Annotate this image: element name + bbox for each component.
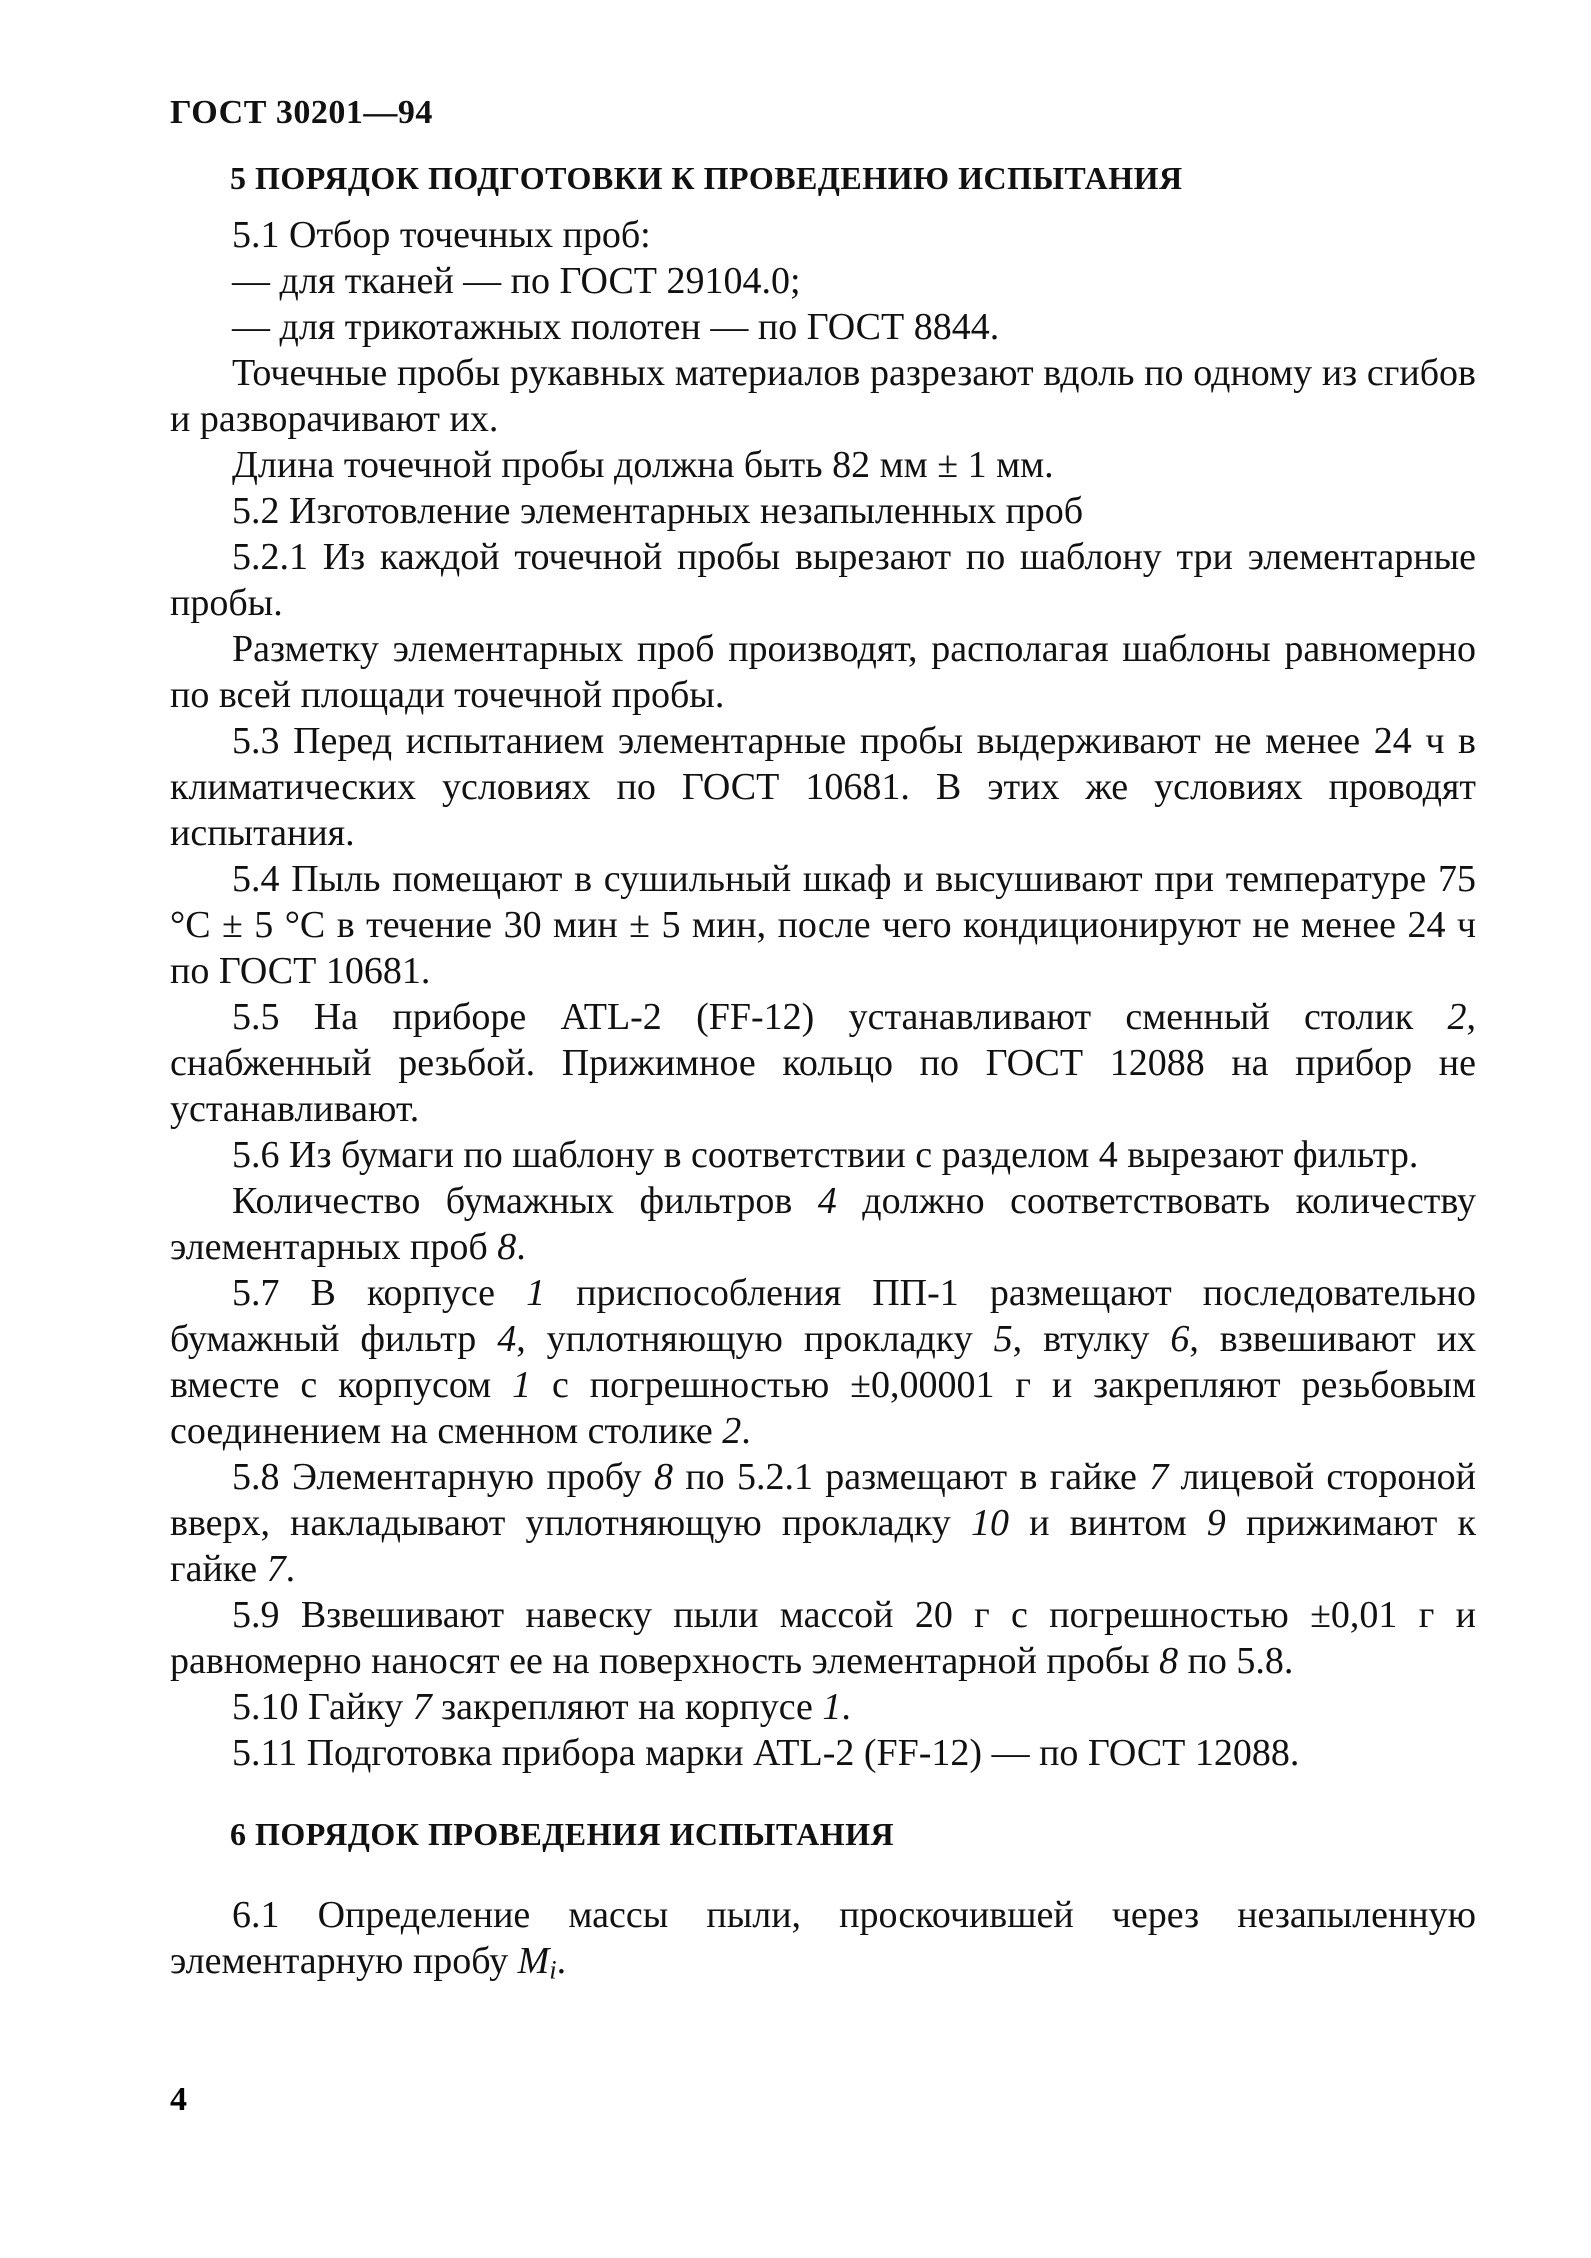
mass-subscript: i	[549, 1954, 557, 1985]
figure-reference: 8	[497, 1226, 517, 1268]
figure-reference: 1	[512, 1364, 532, 1406]
section-5-paragraph	[170, 994, 1476, 1132]
paragraph-text: прижимают к гайке	[170, 1502, 1476, 1590]
section-5-heading: 5 ПОРЯДОК ПОДГОТОВКИ К ПРОВЕДЕНИЮ ИСПЫТАНИЯ	[230, 160, 1183, 196]
document-code-header: ГОСТ 30201—94	[170, 94, 433, 131]
paragraph-text: .	[516, 1226, 526, 1268]
paragraph-6-1-end: .	[556, 1940, 567, 1982]
paragraph-text: — для трикотажных полотен — по ГОСТ 8844.	[232, 306, 1000, 348]
paragraph-text: 5.11 Подготовка прибора марки ATL-2 (FF-12) — по ГОСТ 12088.	[232, 1732, 1300, 1774]
section-5-paragraph	[170, 442, 1476, 488]
figure-reference: 9	[1206, 1502, 1226, 1544]
paragraph-text: Точечные пробы рукавных материалов разрезают вдоль по одному из сгибов и разворачивают их.	[170, 352, 1476, 440]
figure-reference: 7	[266, 1548, 286, 1590]
paragraph-text: 5.1 Отбор точечных проб:	[232, 214, 651, 256]
section-5-paragraph	[170, 718, 1476, 856]
paragraph-text: и винтом	[1008, 1502, 1207, 1544]
section-5-paragraph	[170, 1132, 1476, 1178]
figure-reference: 8	[1159, 1640, 1179, 1682]
paragraph-text: 5.6 Из бумаги по шаблону в соответствии с разделом 4 вырезают фильтр.	[232, 1134, 1419, 1176]
section-5-paragraph	[170, 1454, 1476, 1592]
paragraph-text: 5.3 Перед испытанием элементарные пробы выдерживают не менее 24 ч в климатических условиях по ГОСТ 10681. В этих же условиях проводят испытания.	[170, 720, 1476, 854]
paragraph-text: 5.2 Изготовление элементарных незапыленных проб	[232, 490, 1084, 532]
section-5-paragraph	[170, 626, 1476, 718]
section-5-paragraph	[170, 1270, 1476, 1454]
paragraph-text: должно соответствовать количеству элементарных проб	[170, 1180, 1476, 1268]
section-5-paragraph	[170, 1592, 1476, 1684]
paragraph-text: с погрешностью ±0,00001 г и закрепляют резьбовым соединением на сменном столике	[170, 1364, 1476, 1452]
paragraph-text: приспособления ПП-1 размещают последовательно бумажный фильтр	[170, 1272, 1476, 1360]
figure-reference: 7	[412, 1686, 432, 1728]
section-5-paragraph	[170, 1730, 1476, 1776]
paragraph-text: .	[841, 1686, 851, 1728]
paragraph-text: , уплотняющую прокладку	[516, 1318, 994, 1360]
section-5-paragraph	[170, 856, 1476, 994]
figure-reference: 6	[1170, 1318, 1190, 1360]
figure-reference: 8	[654, 1456, 673, 1498]
figure-reference: 2	[1447, 996, 1467, 1038]
section-6-heading: 6 ПОРЯДОК ПРОВЕДЕНИЯ ИСПЫТАНИЯ	[230, 1816, 895, 1852]
figure-reference: 4	[817, 1180, 837, 1222]
paragraph-text: лицевой стороной вверх, накладывают уплотняющую прокладку	[170, 1456, 1477, 1544]
paragraph-text: закрепляют на корпусе	[431, 1686, 823, 1728]
paragraph-text: — для тканей — по ГОСТ 29104.0;	[232, 260, 801, 302]
paragraph-text: .	[741, 1410, 751, 1452]
paragraph-text: 5.10 Гайку	[232, 1686, 413, 1728]
page-number: 4	[170, 2081, 187, 2118]
paragraph-text: 5.4 Пыль помещают в сушильный шкаф и высушивают при температуре 75 °С ± 5 °С в течение 30 мин ± 5 мин, после чего кондиционируют не менее 24 ч по ГОСТ 10681.	[170, 858, 1476, 992]
figure-reference: 2	[722, 1410, 742, 1452]
paragraph-text: 5.8 Элементарную пробу	[232, 1456, 654, 1498]
figure-reference: 5	[993, 1318, 1013, 1360]
section-5-paragraph	[170, 1178, 1476, 1270]
section-5-paragraph	[170, 304, 1476, 350]
paragraph-6-1	[170, 1892, 1476, 1992]
paragraph-6-1-text: 6.1 Определение массы пыли, проскочившей через незапыленную элементарную пробу	[170, 1894, 1476, 1982]
section-5-paragraph	[170, 350, 1476, 442]
paragraph-text: 5.5 На приборе ATL-2 (FF-12) устанавливают сменный столик	[232, 996, 1448, 1038]
paragraph-text: , втулку	[1012, 1318, 1171, 1360]
paragraph-text: 5.2.1 Из каждой точечной пробы вырезают по шаблону три элементарные пробы.	[170, 536, 1476, 624]
paragraph-text: по 5.2.1 размещают в гайке	[673, 1456, 1150, 1498]
figure-reference: 1	[822, 1686, 842, 1728]
section-5-paragraph	[170, 212, 1476, 258]
paragraph-text: по 5.8.	[1178, 1640, 1294, 1682]
section-5-body	[170, 212, 1476, 1776]
section-5-paragraph	[170, 534, 1476, 626]
figure-reference: 1	[526, 1272, 546, 1314]
paragraph-text: 5.7 В корпусе	[232, 1272, 527, 1314]
paragraph-text: Длина точечной пробы должна быть 82 мм ± 1 мм.	[232, 444, 1054, 486]
paragraph-text: 5.9 Взвешивают навеску пыли массой 20 г с погрешностью ±0,01 г и равномерно наносят ее на поверхность элементарной пробы	[170, 1594, 1476, 1682]
section-5-paragraph	[170, 258, 1476, 304]
paragraph-text: , снабженный резьбой. Прижимное кольцо по ГОСТ 12088 на прибор не устанавливают.	[170, 996, 1476, 1130]
figure-reference: 7	[1149, 1456, 1169, 1498]
paragraph-text: Количество бумажных фильтров	[232, 1180, 818, 1222]
mass-symbol: M	[517, 1940, 550, 1982]
figure-reference: 4	[497, 1318, 517, 1360]
paragraph-text: .	[285, 1548, 296, 1590]
figure-reference: 10	[970, 1502, 1009, 1544]
paragraph-text: Разметку элементарных проб производят, располагая шаблоны равномерно по всей площади точечной пробы.	[170, 628, 1476, 716]
section-5-paragraph	[170, 1684, 1476, 1730]
paragraph-text: , взвешивают их вместе с корпусом	[170, 1318, 1476, 1406]
section-5-paragraph	[170, 488, 1476, 534]
